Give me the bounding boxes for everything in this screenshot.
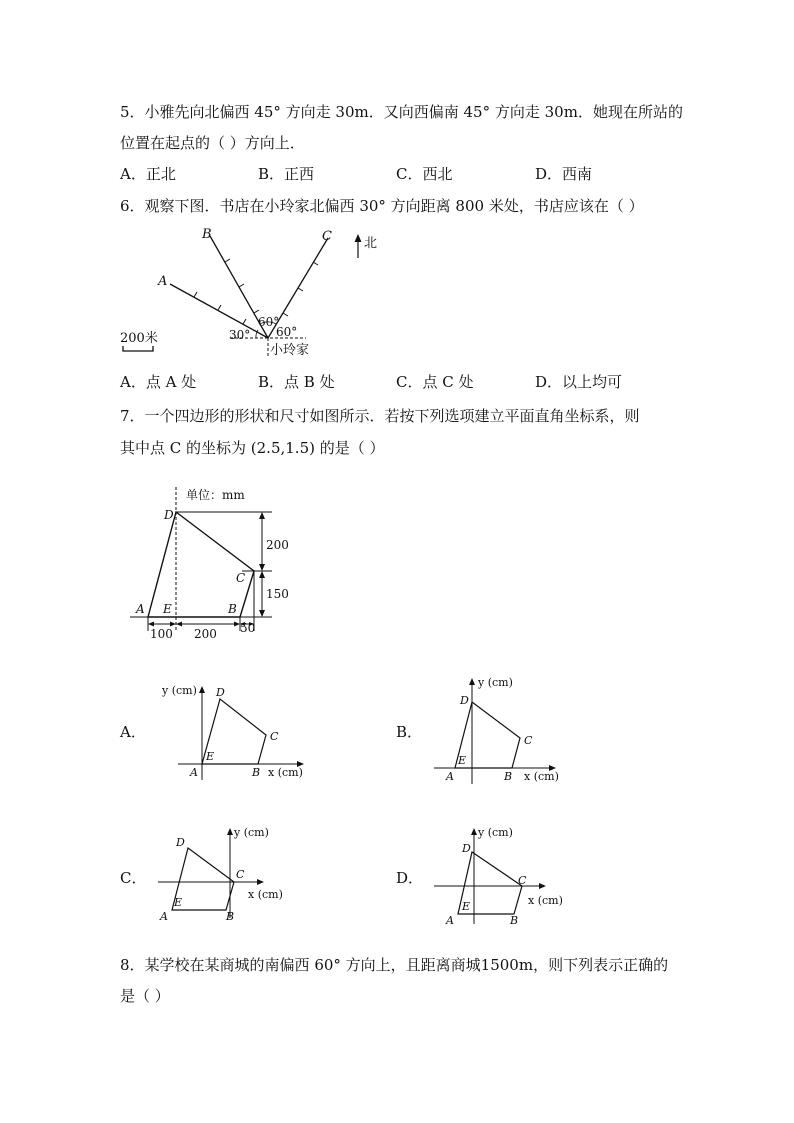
point-a: A bbox=[190, 766, 198, 779]
point-b: B bbox=[226, 910, 235, 923]
q8-text-line2: 是（ ） bbox=[120, 987, 170, 1005]
point-b: B bbox=[252, 766, 261, 779]
q6-option-b[interactable]: B．点 B 处 bbox=[258, 373, 335, 391]
dim-200-vertical: 200 bbox=[266, 538, 289, 552]
ray-b-ticks bbox=[225, 259, 259, 313]
point-e: E bbox=[163, 602, 172, 616]
q7-option-c-graph[interactable] bbox=[154, 822, 294, 924]
q6-option-a[interactable]: A．点 A 处 bbox=[120, 373, 197, 391]
point-d: D bbox=[462, 842, 471, 855]
dim-150-vertical: 150 bbox=[266, 587, 289, 601]
q7-option-a[interactable]: A． bbox=[120, 723, 146, 741]
scale-bar bbox=[123, 346, 153, 351]
q5-option-d[interactable]: D．西南 bbox=[535, 165, 593, 183]
point-d: D bbox=[176, 836, 185, 849]
angle-60-left: 60° bbox=[258, 315, 280, 329]
scale-label: 200米 bbox=[120, 331, 158, 346]
label-a: A bbox=[158, 274, 168, 289]
q7-option-d-graph[interactable] bbox=[430, 822, 570, 928]
north-arrow-icon bbox=[355, 234, 362, 242]
y-axis-label: y (cm) bbox=[478, 826, 513, 839]
point-c: C bbox=[524, 734, 533, 747]
y-axis-label: y (cm) bbox=[162, 684, 197, 697]
q7-text-line2: 其中点 C 的坐标为 (2.5,1.5) 的是（ ） bbox=[120, 439, 385, 457]
q7-text-line1: 7．一个四边形的形状和尺寸如图所示．若按下列选项建立平面直角坐标系，则 bbox=[120, 407, 640, 425]
q7-option-b-graph[interactable] bbox=[430, 674, 560, 788]
q6-option-d[interactable]: D．以上均可 bbox=[535, 373, 623, 391]
point-e: E bbox=[174, 896, 183, 909]
dim-200-horizontal: 200 bbox=[194, 627, 217, 641]
q7-quadrilateral-diagram bbox=[128, 483, 308, 643]
q6-text-line1: 6．观察下图．书店在小玲家北偏西 30° 方向距离 800 米处，书店应该在（ ） bbox=[120, 197, 644, 215]
x-axis-label: x (cm) bbox=[524, 770, 559, 783]
q5-option-b[interactable]: B．正西 bbox=[258, 165, 315, 183]
point-b: B bbox=[504, 770, 513, 783]
q5-text-line2: 位置在起点的（ ）方向上． bbox=[120, 134, 305, 152]
point-b: B bbox=[510, 914, 519, 927]
point-d: D bbox=[216, 686, 225, 699]
point-d: D bbox=[460, 694, 469, 707]
home-label: 小玲家 bbox=[270, 343, 310, 358]
point-c: C bbox=[236, 571, 246, 585]
angle-30: 30° bbox=[229, 328, 251, 342]
point-c: C bbox=[270, 730, 279, 743]
y-axis-label: y (cm) bbox=[234, 826, 269, 839]
x-axis-label: x (cm) bbox=[268, 766, 303, 779]
q7-option-c[interactable]: C． bbox=[120, 869, 147, 887]
point-a: A bbox=[160, 910, 168, 923]
ray-c-ticks bbox=[283, 262, 318, 316]
point-e: E bbox=[462, 900, 471, 913]
point-d: D bbox=[164, 508, 174, 522]
point-b: B bbox=[228, 602, 237, 616]
dim-100: 100 bbox=[150, 627, 173, 641]
q5-text-line1: 5．小雅先向北偏西 45° 方向走 30m．又向西偏南 45° 方向走 30m．她现在所站的 bbox=[120, 103, 683, 121]
point-c: C bbox=[236, 868, 245, 881]
q7-option-a-graph[interactable] bbox=[158, 680, 308, 784]
dim-50: 50 bbox=[240, 621, 256, 635]
label-c: C bbox=[322, 229, 332, 244]
point-e: E bbox=[206, 750, 215, 763]
q5-option-a[interactable]: A．正北 bbox=[120, 165, 176, 183]
point-a: A bbox=[136, 602, 145, 616]
point-a: A bbox=[446, 914, 454, 927]
point-c: C bbox=[518, 874, 527, 887]
point-e: E bbox=[458, 754, 467, 767]
ray-a-ticks bbox=[194, 292, 246, 324]
label-b: B bbox=[202, 227, 212, 242]
unit-label: 单位：mm bbox=[186, 488, 245, 502]
x-axis-label: x (cm) bbox=[528, 894, 563, 907]
q8-text-line1: 8．某学校在某商城的南偏西 60° 方向上，且距离商城1500m，则下列表示正确的 bbox=[120, 956, 669, 974]
y-axis-label: y (cm) bbox=[478, 676, 513, 689]
q5-option-c[interactable]: C．西北 bbox=[396, 165, 453, 183]
angle-60-right: 60° bbox=[276, 325, 298, 339]
q6-direction-diagram bbox=[118, 222, 398, 362]
x-axis-label: x (cm) bbox=[248, 888, 283, 901]
q6-option-c[interactable]: C．点 C 处 bbox=[396, 373, 474, 391]
q7-option-b[interactable]: B． bbox=[396, 723, 423, 741]
north-label: 北 bbox=[364, 236, 378, 251]
point-a: A bbox=[446, 770, 454, 783]
q7-option-d[interactable]: D． bbox=[396, 869, 424, 887]
